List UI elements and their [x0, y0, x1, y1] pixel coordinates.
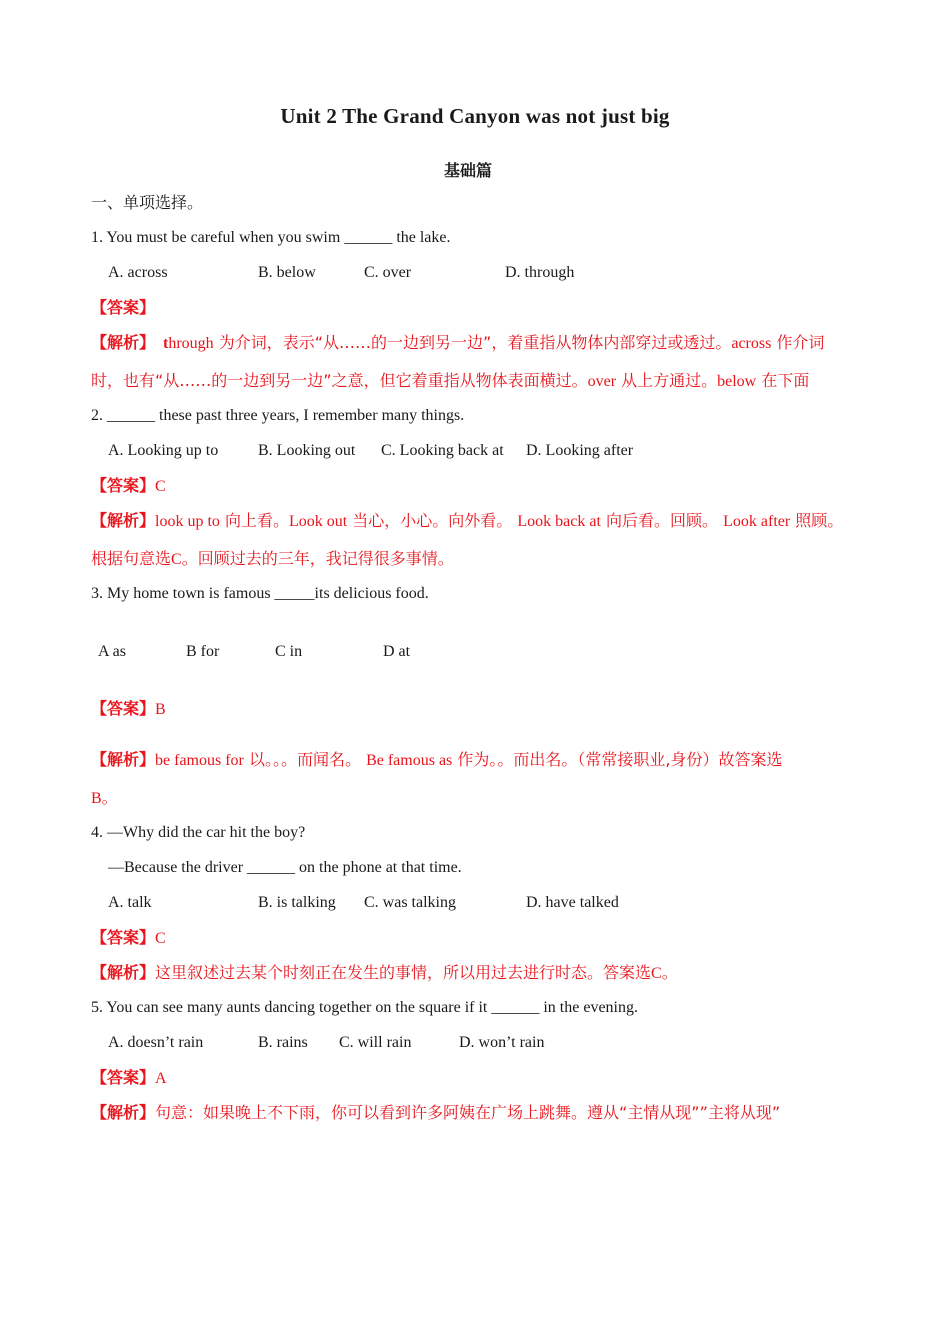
- question-5-option-a: A. doesn’t rain: [108, 1034, 204, 1051]
- question-3-answer: [91, 699, 166, 720]
- answer-value: A: [155, 1070, 167, 1087]
- question-5-analysis-line-1: 【解析】句意：如果晚上不下雨，你可以看到许多阿姨在广场上跳舞。遵从“主情从现””主将从现”: [91, 1103, 781, 1122]
- analysis-label: 【解析】: [91, 333, 156, 352]
- question-3-analysis-line-2: B。: [91, 788, 118, 807]
- question-2-stem: 2. ______ these past three years, I remember many things.: [91, 407, 465, 424]
- question-4-answer: [91, 928, 166, 949]
- question-1-option-a: A. across: [108, 264, 168, 281]
- question-3-stem: 3. My home town is famous _____its delicious food.: [91, 585, 429, 602]
- answer-label: 【答案】: [91, 928, 156, 947]
- question-5-option-b: B. rains: [258, 1034, 308, 1051]
- analysis-label: 【解析】: [91, 1103, 156, 1122]
- question-4-option-d: D. have talked: [526, 894, 619, 911]
- analysis-label: 【解析】: [91, 511, 156, 530]
- question-5-stem: 5. You can see many aunts dancing together on the square if it ______ in the evening.: [91, 999, 638, 1016]
- page-subtitle: 基础篇: [443, 161, 492, 180]
- question-2-answer: [91, 476, 166, 497]
- answer-value: C: [155, 478, 166, 495]
- answer-value: C: [155, 930, 166, 947]
- question-3-option-c: C in: [275, 643, 303, 660]
- question-4-option-c: C. was talking: [364, 894, 456, 911]
- answer-label: 【答案】: [91, 476, 156, 495]
- question-2-analysis-line-1: 【解析】look up to 向上看。Look out 当心，小心。向外看。 Look back at 向后看。回顾。 Look after 照顾。: [91, 511, 844, 530]
- question-3-option-a: A as: [98, 643, 126, 660]
- analysis-label: 【解析】: [91, 750, 156, 769]
- question-4-stem-line-2: —Because the driver ______ on the phone at that time.: [108, 859, 462, 876]
- answer-label: 【答案】: [91, 298, 156, 317]
- question-3-analysis-line-1: 【解析】be famous for 以。。。而闻名。 Be famous as 作为。。而出名。（常常接职业,身份）故答案选: [91, 750, 783, 769]
- question-4-analysis-line-1: 【解析】这里叙述过去某个时刻正在发生的事情，所以用过去进行时态。答案选C。: [91, 963, 678, 982]
- question-4-stem: 4. —Why did the car hit the boy?: [91, 824, 306, 841]
- page-title: Unit 2 The Grand Canyon was not just big: [280, 104, 670, 128]
- question-1-analysis-line-2: 时，也有“从……的一边到另一边”之意，但它着重指从物体表面横过。over 从上方通过。below 在下面: [91, 371, 810, 390]
- question-2-option-c: C. Looking back at: [381, 442, 504, 459]
- question-5-answer: [91, 1068, 167, 1089]
- question-1-option-d: D. through: [505, 264, 575, 281]
- question-4-option-b: B. is talking: [258, 894, 336, 911]
- question-2-analysis-line-2: 根据句意选C。回顾过去的三年，我记得很多事情。: [91, 549, 454, 568]
- answer-label: 【答案】: [91, 1068, 156, 1087]
- question-1-option-b: B. below: [258, 264, 316, 281]
- question-2-option-b: B. Looking out: [258, 442, 356, 459]
- analysis-label: 【解析】: [91, 963, 156, 982]
- question-4-option-a: A. talk: [108, 894, 152, 911]
- question-1-answer: [91, 298, 155, 319]
- answer-label: 【答案】: [91, 699, 156, 718]
- question-1-stem: 1. You must be careful when you swim ______ the lake.: [91, 229, 451, 246]
- question-3-option-b: B for: [186, 643, 220, 660]
- section-heading: 一、单项选择。: [91, 193, 204, 212]
- question-5-option-d: D. won’t rain: [459, 1034, 545, 1051]
- question-1-analysis-line-1: 【解析】 through 为介词，表示“从……的一边到另一边”，着重指从物体内部穿过或透过。across 作介词: [91, 333, 825, 352]
- question-2-option-a: A. Looking up to: [108, 442, 219, 459]
- question-1-option-c: C. over: [364, 264, 412, 281]
- question-2-option-d: D. Looking after: [526, 442, 634, 459]
- answer-value: B: [155, 701, 166, 718]
- question-3-option-d: D at: [383, 643, 411, 660]
- question-5-option-c: C. will rain: [339, 1034, 412, 1051]
